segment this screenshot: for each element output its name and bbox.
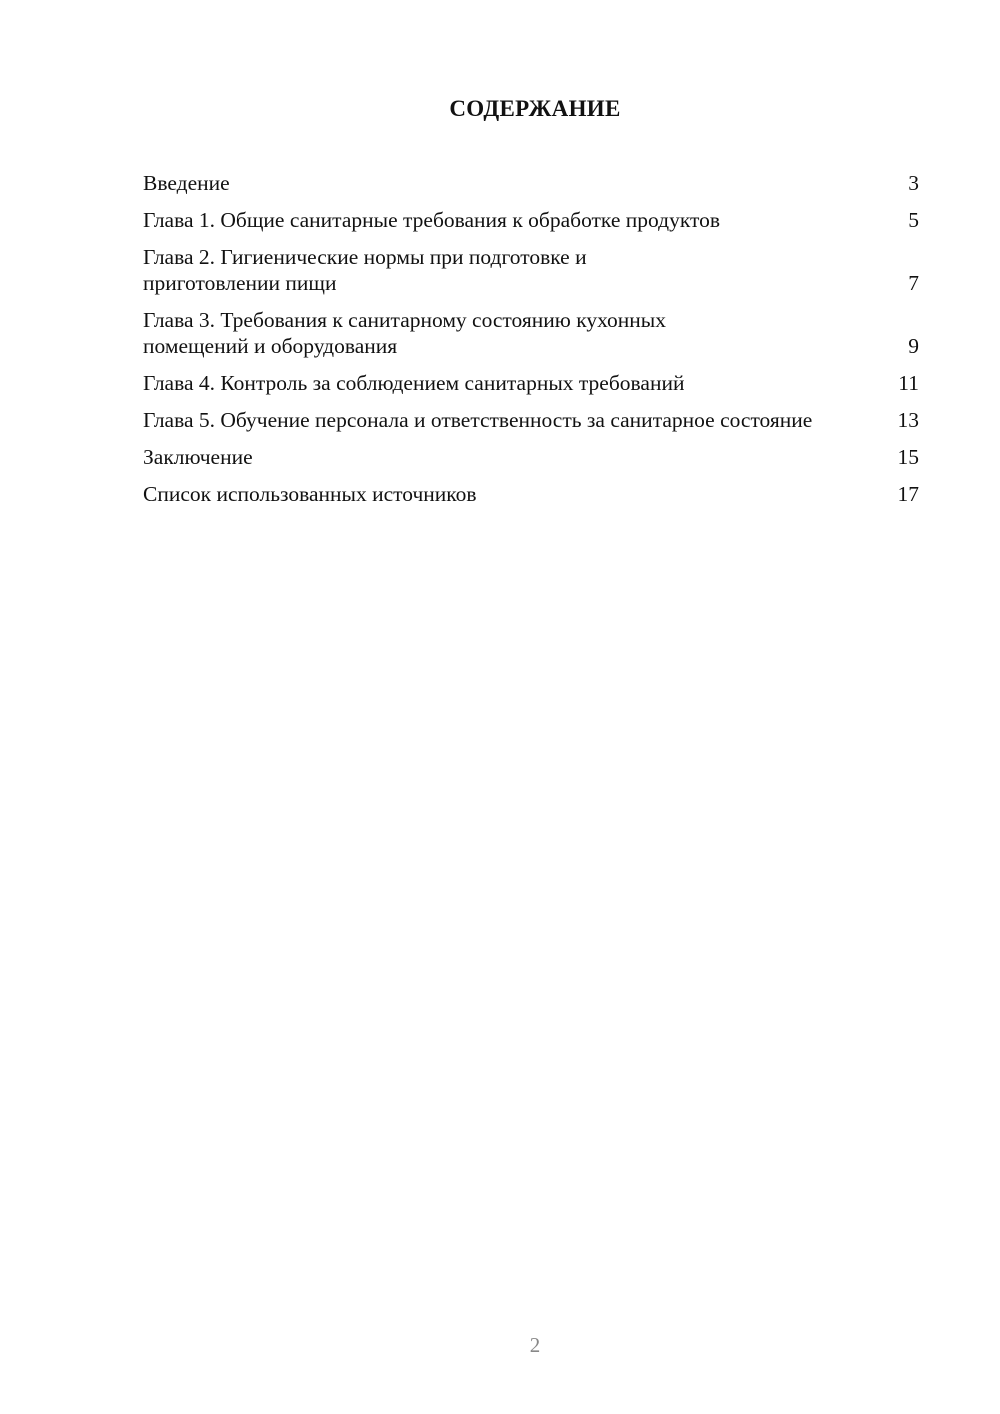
toc-entry-title: Глава 1. Общие санитарные требования к обработке продуктов <box>143 208 721 232</box>
toc-entry <box>143 170 919 196</box>
toc-entry-title: Глава 5. Обучение персонала и ответственность за санитарное состояние <box>143 408 813 432</box>
toc-entry-title: Заключение <box>143 445 253 469</box>
toc-entry-page: 11 <box>898 371 919 395</box>
toc-entry-page: 9 <box>908 334 919 358</box>
toc-entry <box>143 207 919 233</box>
toc-entry-title: Список использованных источников <box>143 482 477 506</box>
toc-entry <box>143 444 919 470</box>
toc-entry-page: 17 <box>897 482 919 506</box>
toc-entry-page: 13 <box>897 408 919 432</box>
toc-entry-title: Введение <box>143 171 230 195</box>
toc-entry-title: Глава 2. Гигиенические нормы при подготовке и приготовлении пищи <box>143 245 587 295</box>
toc-entry-title: Глава 4. Контроль за соблюдением санитарных требований <box>143 371 685 395</box>
toc-entry <box>143 370 919 396</box>
toc-entry-page: 5 <box>908 208 919 232</box>
toc-entry-page: 3 <box>908 171 919 195</box>
toc-entry <box>143 481 919 507</box>
toc-entry-page: 15 <box>897 445 919 469</box>
toc-entry-title: Глава 3. Требования к санитарному состоянию кухонных помещений и оборудования <box>143 308 667 358</box>
toc-entry <box>143 244 919 296</box>
page-title: СОДЕРЖАНИЕ <box>449 96 621 121</box>
toc-entry <box>143 407 919 433</box>
toc-entry <box>143 307 919 359</box>
table-of-contents <box>143 170 919 518</box>
page-number: 2 <box>529 1333 541 1357</box>
toc-entry-page: 7 <box>908 271 919 295</box>
